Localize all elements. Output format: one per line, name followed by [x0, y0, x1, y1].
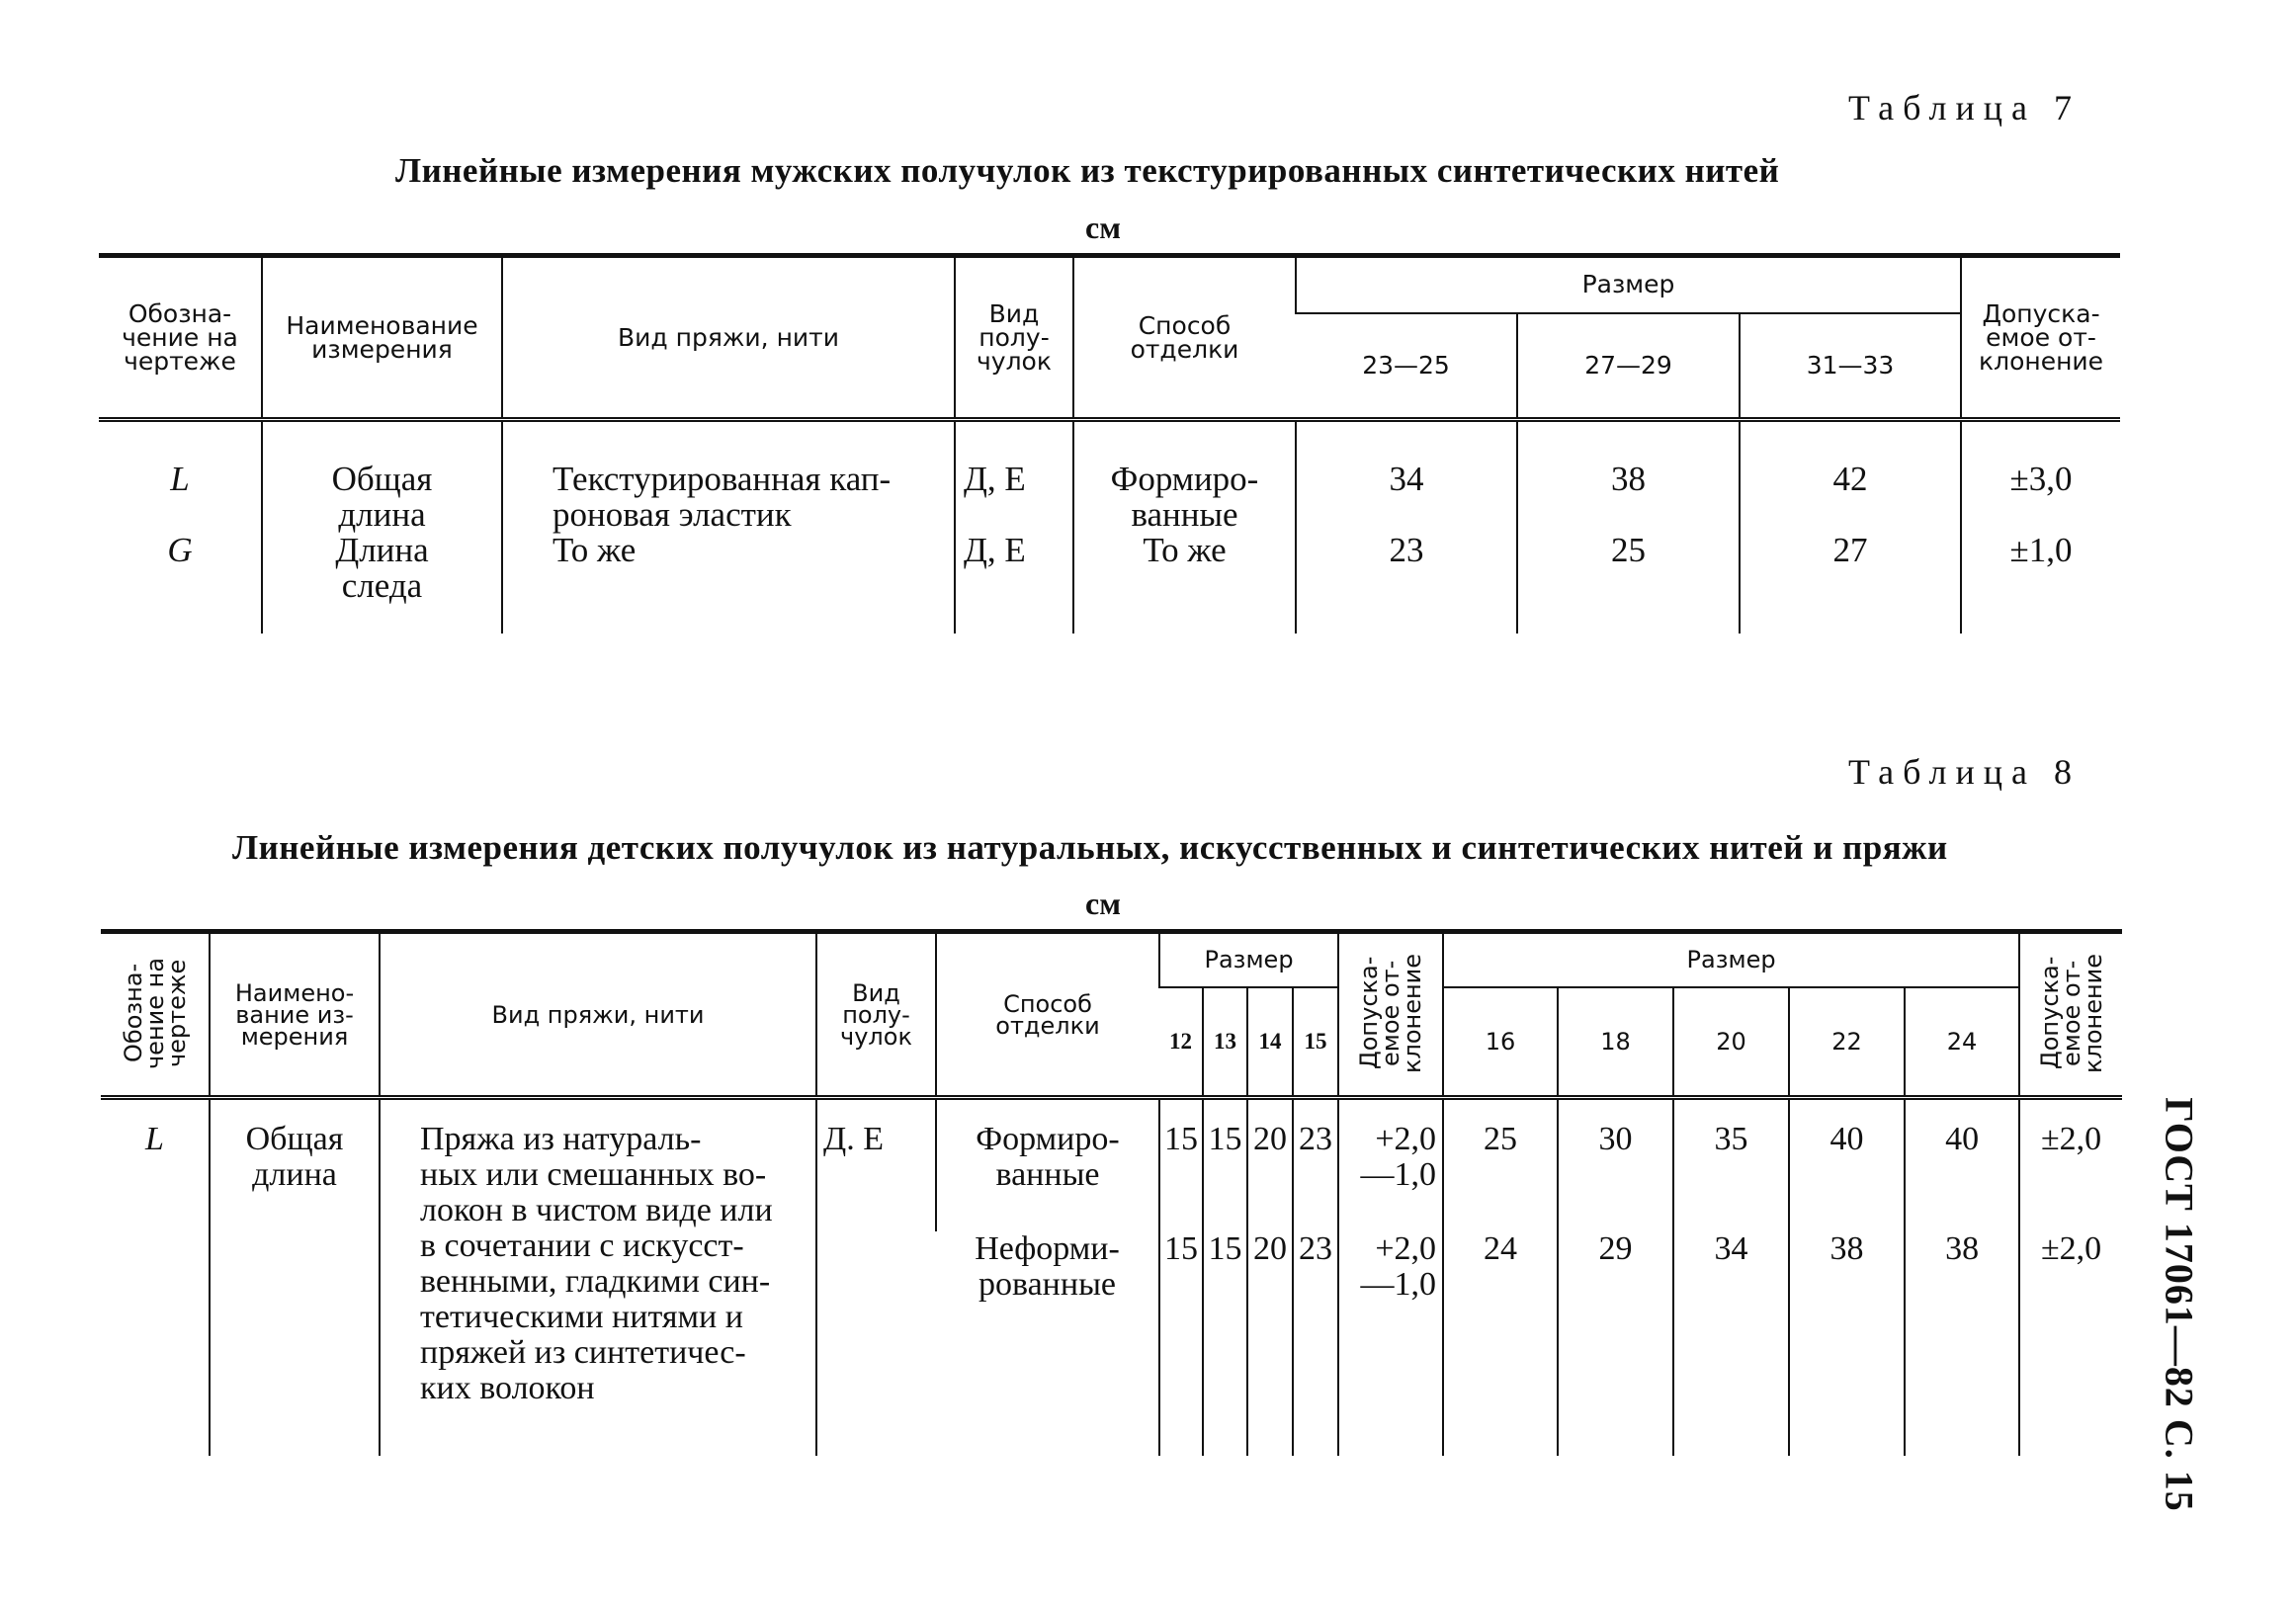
t8-r1-size-24: 40 [1905, 1122, 2019, 1231]
t8-header-size-22: 22 [1789, 987, 1905, 1098]
t8-r2-size-18: 29 [1558, 1231, 1673, 1456]
t8-pad [101, 1098, 210, 1123]
table7-units: см [1085, 210, 1121, 245]
t8-r2-size-20: 34 [1673, 1231, 1789, 1456]
t8-designation: L [145, 1121, 164, 1157]
t8-header-size-14: 14 [1247, 987, 1293, 1098]
t8-r1-tolerance-a: +2,0 —1,0 [1338, 1122, 1443, 1231]
t7-r2-type: Д, Е [955, 533, 1073, 634]
t8-header-designation [101, 932, 210, 1098]
t8-r2-size-16: 24 [1443, 1231, 1558, 1456]
t8-r1-size-13: 15 [1203, 1122, 1247, 1231]
t7-r2-measurement: Длина следа [262, 533, 502, 634]
table7-number: Таблица 7 [1848, 88, 2081, 127]
t7-header-size-1: 23—25 [1296, 313, 1517, 420]
t7-r1-measurement: Общая длина [262, 462, 502, 533]
t8-finish-2: Неформи- рованные [975, 1230, 1120, 1304]
t8-type: Д. Е [816, 1122, 936, 1456]
t8-finish-1: Формиро- ванные [936, 1122, 1159, 1231]
t7-r1-type: Д, Е [955, 462, 1073, 533]
t8-header-size-b: Размер [1443, 932, 2019, 987]
t8-header-yarn: Вид пряжи, нити [380, 932, 816, 1098]
t7-header-finish: Способ отделки [1073, 256, 1296, 420]
t7-header-tolerance: Допуска- емое от- клонение [1961, 256, 2120, 420]
table8-title: Линейные измерения детских получулок из натуральных, искусственных и синтетических нитей и пряжи [232, 828, 1948, 867]
t8-measurement: Общая длина [210, 1122, 380, 1456]
t8-header-measurement: Наимено- вание из- мерения [210, 932, 380, 1098]
t8-header-tolerance-b [2019, 932, 2122, 1098]
t7-header-size-2: 27—29 [1517, 313, 1740, 420]
t8-r1-size-15: 23 [1293, 1122, 1338, 1231]
t8-yarn: Пряжа из натураль- ных или смешанных во- локон в чистом виде или в сочетании с искусст- венными, гладкими син- тетическими нитями и пряжей из синтетичес- ких волокон [380, 1122, 816, 1456]
table7-title: Линейные измерения мужских получулок из текстурированных синтетических нитей [395, 151, 1780, 190]
t8-header-type: Вид полу- чулок [816, 932, 936, 1098]
t7-r2-designation: G [167, 531, 193, 569]
side-page-label-text: ГОСТ 17061—82 С. 15 [2157, 1097, 2202, 1512]
table7 [99, 253, 2120, 634]
t7-header-size: Размер [1296, 256, 1961, 313]
t7-header-yarn: Вид пряжи, нити [502, 256, 955, 420]
t7-r2-tolerance: ±1,0 [1961, 533, 2120, 634]
t8-header-size-13: 13 [1203, 987, 1247, 1098]
t8-r1-size-14: 20 [1247, 1122, 1293, 1231]
t8-r1-size-12: 15 [1159, 1122, 1203, 1231]
t8-r2-tolerance-b: ±2,0 [2019, 1231, 2122, 1456]
t7-header-measurement: Наименование измерения [262, 256, 502, 420]
t8-header-tolerance-a [1338, 932, 1443, 1098]
t8-header-size-a: Размер [1159, 932, 1338, 987]
t8-header-size-16: 16 [1443, 987, 1558, 1098]
t8-r2-size-22: 38 [1789, 1231, 1905, 1456]
t8-r2-size-24: 38 [1905, 1231, 2019, 1456]
t7-r2-finish: То же [1073, 533, 1296, 634]
t8-r2-size-12: 15 [1159, 1231, 1203, 1456]
side-page-label [2145, 1097, 2214, 1512]
t8-header-finish: Способ отделки [936, 932, 1159, 1098]
table8-number: Таблица 8 [1848, 752, 2081, 792]
t8-header-size-20: 20 [1673, 987, 1789, 1098]
t8-r2-size-13: 15 [1203, 1231, 1247, 1456]
t8-r2-size-14: 20 [1247, 1231, 1293, 1456]
t8-header-size-15: 15 [1293, 987, 1338, 1098]
t8-header-size-12: 12 [1159, 987, 1203, 1098]
t7-pad [99, 420, 262, 463]
t7-header-type: Вид полу- чулок [955, 256, 1073, 420]
t7-r1-yarn: Текстурированная кап- роновая эластик [502, 462, 955, 533]
t7-r1-designation: L [170, 460, 190, 498]
t7-r2-value-1: 23 [1296, 533, 1517, 634]
table8 [101, 929, 2122, 1456]
t7-header-size-3: 31—33 [1740, 313, 1961, 420]
t7-r2-yarn: То же [502, 533, 955, 634]
t8-r1-size-20: 35 [1673, 1122, 1789, 1231]
t7-header-designation: Обозна- чение на чертеже [99, 256, 262, 420]
t8-r1-size-18: 30 [1558, 1122, 1673, 1231]
t8-header-size-24: 24 [1905, 987, 2019, 1098]
t7-r1-value-1: 34 [1296, 462, 1517, 533]
t8-header-tolerance-b-text: Допуска- емое от- клонение [2035, 953, 2107, 1073]
t8-r2-size-15: 23 [1293, 1231, 1338, 1456]
t7-r1-value-2: 38 [1517, 462, 1740, 533]
table-row [99, 533, 2120, 634]
t8-r1-tolerance-b: ±2,0 [2019, 1122, 2122, 1231]
t8-r1-size-16: 25 [1443, 1122, 1558, 1231]
t7-r1-value-3: 42 [1740, 462, 1961, 533]
t8-header-designation-text: Обозна- чение на чертеже [119, 957, 191, 1069]
t7-r1-finish: Формиро- ванные [1073, 462, 1296, 533]
t7-r1-tolerance: ±3,0 [1961, 462, 2120, 533]
t8-r2-tolerance-a: +2,0 —1,0 [1338, 1231, 1443, 1456]
table8-units: см [1085, 886, 1121, 921]
t7-r2-value-3: 27 [1740, 533, 1961, 634]
t7-r2-value-2: 25 [1517, 533, 1740, 634]
table-row [99, 462, 2120, 533]
t8-r1-size-22: 40 [1789, 1122, 1905, 1231]
t8-header-tolerance-a-text: Допуска- емое от- клонение [1355, 953, 1427, 1073]
table-row [101, 1122, 2122, 1231]
t8-header-size-18: 18 [1558, 987, 1673, 1098]
